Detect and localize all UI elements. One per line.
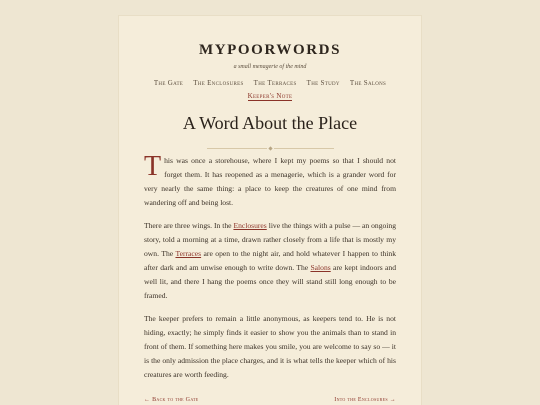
nav-item-study[interactable]: The Study bbox=[306, 79, 340, 87]
page-heading: A Word About the Place bbox=[182, 113, 358, 133]
text-segment: live the things with a pulse — an ongoing story, told a morning at a time, drawn rather closely from a life that is mostly my own. The bbox=[144, 221, 396, 258]
text-segment: are kept indoors and well lit, and there I hang the poems once they will stand still long enough to be framed. bbox=[144, 263, 396, 300]
nav-item-salons[interactable]: The Salons bbox=[349, 79, 387, 87]
nav-item-terraces[interactable]: The Terraces bbox=[253, 79, 297, 87]
article-body bbox=[119, 144, 421, 382]
site-tagline: a small menagerie of the mind bbox=[233, 64, 307, 70]
link-enclosures[interactable]: Enclosures bbox=[233, 221, 267, 230]
page-card bbox=[119, 16, 421, 405]
nav-item-keepers-note[interactable]: Keeper's Note bbox=[247, 92, 293, 100]
paragraph-intro bbox=[144, 151, 396, 210]
into-enclosures-link[interactable]: Into the Enclosures → bbox=[334, 397, 396, 403]
footer-nav bbox=[144, 397, 396, 403]
site-title[interactable]: MYPOORWORDS bbox=[198, 42, 342, 58]
paragraph-keeper: The keeper prefers to remain a little anonymous, as keepers tend to. He is not hiding, exactly; he simply finds it easier to show you the animals than to stand in front of them. If something here makes you smile, you are welcome to say so — it is the only admission the place charges, and it is what tells the keeper which of his creatures are worth feeding. bbox=[144, 314, 396, 379]
divider-line-right bbox=[274, 148, 334, 149]
drop-cap: T bbox=[144, 151, 162, 182]
nav-item-gate[interactable]: The Gate bbox=[153, 79, 184, 87]
nav-item-enclosures[interactable]: The Enclosures bbox=[193, 79, 244, 87]
link-salons[interactable]: Salons bbox=[310, 263, 331, 272]
paragraph-wings bbox=[144, 219, 396, 303]
link-terraces[interactable]: Terraces bbox=[175, 249, 202, 258]
masthead bbox=[119, 16, 421, 70]
text-segment: There are three wings. In the bbox=[144, 221, 234, 230]
paragraph-intro-text: his was once a storehouse, where I kept my poems so that I should not forget them. It has reopened as a menagerie, which is a grander word for very nearly the same thing: a place to keep the creatures of one mind from wandering off and being lost. bbox=[144, 156, 396, 207]
divider-ornament bbox=[119, 138, 421, 144]
text-segment: are open to the night air, and hold whatever I happen to think after dark and am unwise enough to write down. The bbox=[144, 249, 396, 272]
divider-line-left bbox=[207, 148, 267, 149]
main-nav bbox=[119, 77, 421, 103]
back-to-gate-link[interactable]: ← Back to the Gate bbox=[144, 397, 199, 403]
